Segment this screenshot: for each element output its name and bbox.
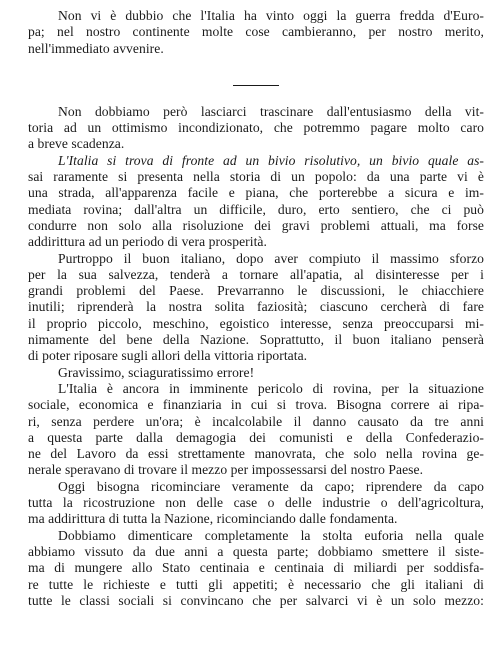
text-line: ma di mungere allo Stato centinaia e centinaia di miliardi per soddisfa- xyxy=(28,560,484,576)
text-line: una strada, all'apparenza facile e piana, che porterebbe a sicura e im- xyxy=(28,185,484,201)
paragraph-apathy xyxy=(28,251,484,365)
text-line: L'Italia è ancora in imminente pericolo di rovina, per la situazione xyxy=(58,380,484,396)
intro-paragraph xyxy=(28,8,484,57)
text-line: il proprio piccolo, meschino, egoistico interesse, senza preoccuparsi mi- xyxy=(28,315,484,331)
text-line: nell'immediato avvenire. xyxy=(28,40,164,56)
paragraph-error xyxy=(28,365,484,381)
text-line: a breve scadenza. xyxy=(28,136,125,152)
paragraph-forget xyxy=(28,528,484,609)
text-line: re tutte le richieste e tutti gli appetiti; è necessario che gli italiani di xyxy=(28,576,484,592)
text-line: inutili; riprenderà la nostra solita faziosità; ciascuno cercherà di fare xyxy=(28,299,484,315)
text-line: Purtroppo il buon italiano, dopo aver compiuto il massimo sforzo xyxy=(58,250,484,266)
text-line: Non dobbiamo però lasciarci trascinare dall'entusiasmo della vit- xyxy=(58,103,484,119)
italic-lead-line: L'Italia si trova di fronte ad un bivio risolutivo, un bivio quale as- xyxy=(58,152,484,168)
text-line: ri, senza perdere un'ora; è incalcolabile il danno causato da tre anni xyxy=(28,413,484,429)
text-line: sociale, economica e finanziaria in cui si trova. Bisogna correre ai ripa- xyxy=(28,397,484,413)
text-line: ma addirittura di tutta la Nazione, ricominciando dalle fondamenta. xyxy=(28,511,398,527)
text-line: mediata rovina; dall'altra un difficile, duro, erto sentiero, che ci può xyxy=(28,201,484,217)
paragraph-restart xyxy=(28,479,484,528)
text-line: Gravissimo, sciaguratissimo errore! xyxy=(58,364,255,380)
section-divider xyxy=(233,85,279,86)
text-line: ne del Lavoro da essi strettamente manovrata, che solo nella rovina ge- xyxy=(28,446,484,462)
text-line: Dobbiamo dimenticare completamente la stolta euforia nella quale xyxy=(58,527,484,543)
text-line: a questa parte dalla demagogia dei comunisti e della Confederazio- xyxy=(28,429,484,445)
paragraph-danger xyxy=(28,381,484,479)
text-line: di poter riposare sugli allori della vittoria riportata. xyxy=(28,348,308,364)
text-line: condurre non solo alla risoluzione dei gravi problemi attuali, ma forse xyxy=(28,217,484,233)
text-line: nimamente del bene della Nazione. Soprattutto, il buon italiano penserà xyxy=(28,332,484,348)
paragraph-crossroads xyxy=(28,153,484,251)
text-line: per la sua salvezza, tenderà a tornare all'apatia, al disinteresse per i xyxy=(28,266,484,282)
text-line: grandi problemi del Paese. Prevarranno le discussioni, le chiacchiere xyxy=(28,283,484,299)
text-line: tutte le classi sociali si convincano che per salvarci vi è un solo mezzo: xyxy=(28,592,484,608)
text-line: addirittura ad un periodo di vera prosperità. xyxy=(28,234,267,250)
text-line: Non vi è dubbio che l'Italia ha vinto oggi la guerra fredda d'Euro- xyxy=(58,8,484,23)
text-line: abbiamo vissuto da due anni a questa parte; dobbiamo smettere il siste- xyxy=(28,543,484,559)
text-line: Oggi bisogna ricominciare veramente da capo; riprendere da capo xyxy=(58,478,484,494)
document-page xyxy=(28,8,484,609)
text-line: toria ad un ottimismo incondizionato, che potremmo pagare molto caro xyxy=(28,120,484,136)
text-line: tutta la ricostruzione non delle case o delle industrie o dell'agricoltura, xyxy=(28,495,484,511)
text-line: sai raramente si presenta nella storia di un popolo: da una parte vi è xyxy=(28,169,484,185)
paragraph-victory xyxy=(28,104,484,153)
text-line: nerale speravano di trovare il mezzo per impossessarsi del nostro Paese. xyxy=(28,462,424,478)
text-line: pa; nel nostro continente molte cose cambieranno, per nostro merito, xyxy=(28,24,484,40)
